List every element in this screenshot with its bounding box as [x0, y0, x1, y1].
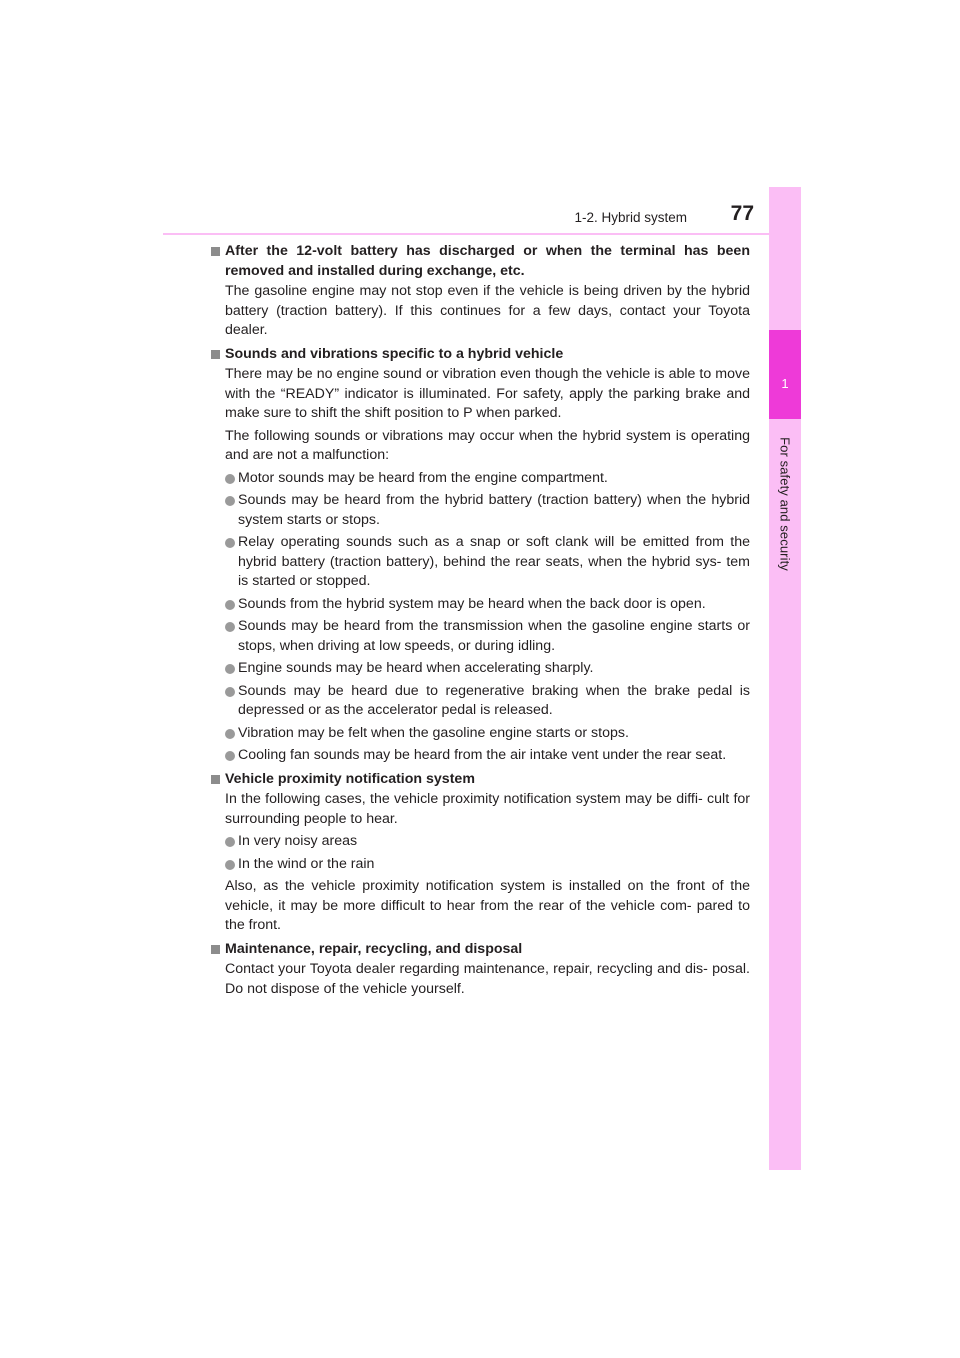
- list-item: Sounds may be heard from the hybrid battery (traction battery) when the hybrid system starts or stops.: [211, 491, 750, 530]
- paragraph: In the following cases, the vehicle proximity notification system may be diffi- cult for surrounding people to hear.: [225, 791, 750, 827]
- bullet-dot-icon: [225, 860, 235, 870]
- page-number: 77: [730, 202, 754, 225]
- paragraph: The following sounds or vibrations may occur when the hybrid system is operating and are not a malfunction:: [225, 427, 750, 463]
- list-item: Motor sounds may be heard from the engine compartment.: [211, 469, 750, 489]
- bullet-dot-icon: [225, 751, 235, 761]
- paragraph: Contact your Toyota dealer regarding maintenance, repair, recycling and dis- posal. Do not dispose of the vehicle yourself.: [225, 961, 750, 997]
- paragraph: There may be no engine sound or vibration even though the vehicle is able to move with the “READY” indicator is illuminated. For safety, apply the parking brake and make sure to shift the shift position to P when parked.: [225, 366, 750, 421]
- bullet-dot-icon: [225, 474, 235, 484]
- bullet-dot-icon: [225, 538, 235, 548]
- section-heading: Vehicle proximity notification system: [211, 770, 750, 790]
- bullet-dot-icon: [225, 729, 235, 739]
- bullet-dot-icon: [225, 622, 235, 632]
- list-item: In very noisy areas: [211, 832, 750, 852]
- list-item: In the wind or the rain: [211, 855, 750, 875]
- bullet-dot-icon: [225, 496, 235, 506]
- heading-square-icon: [211, 945, 220, 954]
- chapter-tab: [769, 330, 801, 419]
- list-item: Relay operating sounds such as a snap or soft clank will be emitted from the hybrid battery (traction battery), behind the rear seats, when the hybrid sys- tem is started or stopped.: [211, 533, 750, 592]
- heading-square-icon: [211, 247, 220, 256]
- section-heading: Sounds and vibrations specific to a hybrid vehicle: [211, 345, 750, 365]
- heading-square-icon: [211, 350, 220, 359]
- section-heading: After the 12-volt battery has discharged or when the terminal has been removed and installed during exchange, etc.: [211, 242, 750, 281]
- section-heading: Maintenance, repair, recycling, and disposal: [211, 940, 750, 960]
- list-item: Engine sounds may be heard when accelerating sharply.: [211, 659, 750, 679]
- bullet-dot-icon: [225, 687, 235, 697]
- bullet-dot-icon: [225, 664, 235, 674]
- paragraph: Also, as the vehicle proximity notification system is installed on the front of the vehicle, it may be more difficult to hear from the rear of the vehicle com- pared to the front.: [225, 878, 750, 933]
- list-item: Sounds from the hybrid system may be heard when the back door is open.: [211, 595, 750, 615]
- chapter-label: For safety and security: [777, 437, 793, 571]
- list-item: Sounds may be heard from the transmission when the gasoline engine starts or stops, when driving at low speeds, or during idling.: [211, 617, 750, 656]
- chapter-number: 1: [781, 376, 789, 391]
- paragraph: The gasoline engine may not stop even if the vehicle is being driven by the hybrid battery (traction battery). If this continues for a few days, contact your Toyota dealer.: [225, 283, 750, 338]
- header-rule: [163, 233, 801, 235]
- heading-square-icon: [211, 775, 220, 784]
- section-title: 1-2. Hybrid system: [574, 210, 687, 225]
- list-item: Vibration may be felt when the gasoline engine starts or stops.: [211, 724, 750, 744]
- list-item: Cooling fan sounds may be heard from the air intake vent under the rear seat.: [211, 746, 750, 766]
- list-item: Sounds may be heard due to regenerative braking when the brake pedal is depressed or as the accelerator pedal is released.: [211, 682, 750, 721]
- bullet-dot-icon: [225, 837, 235, 847]
- page-content: [211, 242, 750, 999]
- bullet-dot-icon: [225, 600, 235, 610]
